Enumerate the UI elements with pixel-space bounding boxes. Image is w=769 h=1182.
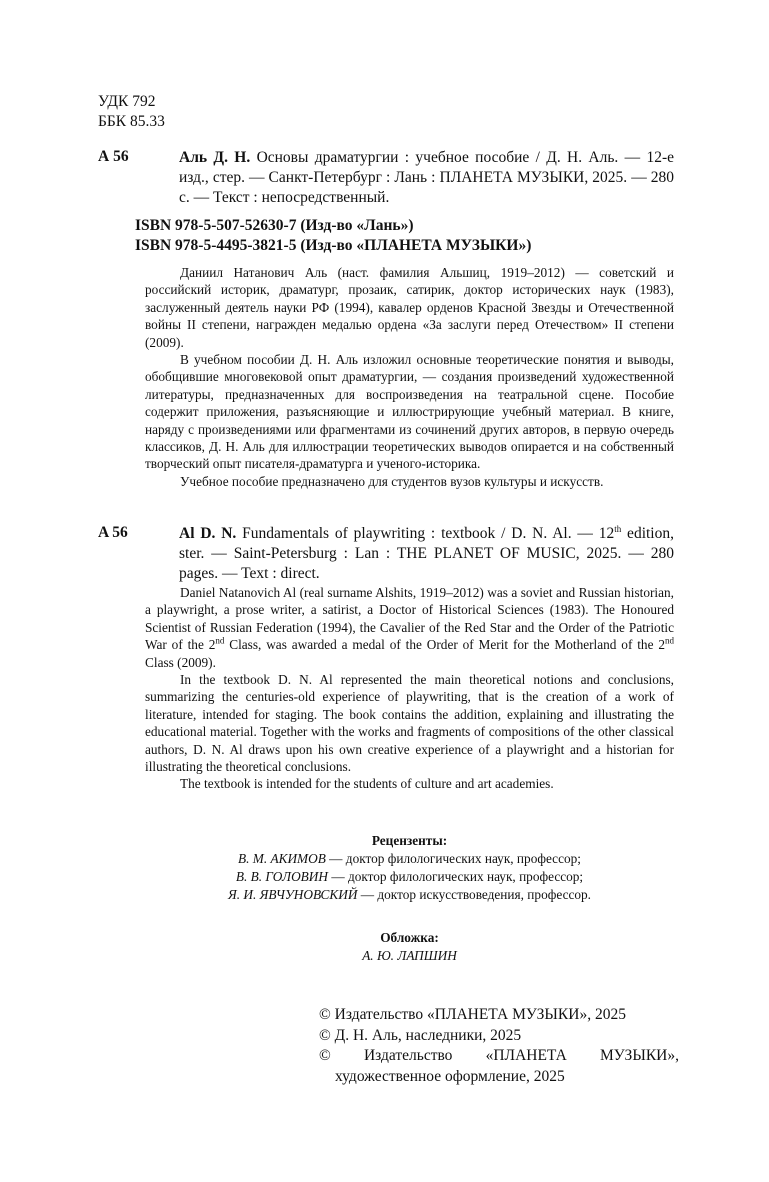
bbk-code: ББК 85.33 xyxy=(98,113,165,130)
reviewers-title: Рецензенты: xyxy=(371,833,448,848)
abstract-en-p2: In the textbook D. N. Al represented the main theoretical notions and conclusions, summarizing the centuries-old experience of playwriting, that is the creation of a work of literature, intended for staging. The book contains the addition, explaining and illustrating the educational material. Together with the works and fragments of compositions of the other classical authors, D. N. Al draws upon his own creative experience of a playwright and a historian for illustrating the theoretical conclusions. xyxy=(145,672,674,775)
abstract-en xyxy=(145,584,674,793)
entry-en-text-b: edition, ster. — Saint-Petersburg : Lan : THE PLANET OF MUSIC, 2025. — 280 pages. — Text : direct. xyxy=(179,525,674,582)
isbn-block xyxy=(135,216,531,256)
abstract-en-p1 xyxy=(145,584,674,671)
isbn-planet: ISBN 978-5-4495-3821-5 (Изд-во «ПЛАНЕТА МУЗЫКИ») xyxy=(135,237,532,254)
cover-block xyxy=(145,929,674,965)
abstract-ru xyxy=(145,264,674,490)
abstract-ru-p1: Даниил Натанович Аль (наст. фамилия Альшиц, 1919–2012) — советский и российский историк, драматург, прозаик, сатирик, доктор исторических наук (1983), заслуженный деятель науки РФ (1994), кавалер орденов Красной Звезды и Отечественной войны II степени, награжден медалью ордена «За заслуги перед Отечеством» II степени (2009). xyxy=(145,265,674,350)
cover-title: Обложка: xyxy=(380,930,439,945)
reviewer-2-role: — доктор филологических наук, профессор; xyxy=(328,869,584,884)
abstract-en-p1-sup2: nd xyxy=(665,635,674,646)
reviewer-3-role: — доктор искусствоведения, профессор. xyxy=(357,887,591,902)
reviewer-3 xyxy=(145,886,674,904)
entry-ru-code: А 56 xyxy=(98,148,129,165)
reviewer-1 xyxy=(145,850,674,868)
copyright-block xyxy=(319,1005,679,1087)
reviewer-2 xyxy=(145,868,674,886)
copyright-1: © Издательство «ПЛАНЕТА МУЗЫКИ», 2025 xyxy=(319,1006,626,1023)
abstract-ru-p2: В учебном пособии Д. Н. Аль изложил основные теоретические понятия и выводы, обобщившие многовековой опыт драматургии, — создания произведений художественной литературы, предназначенных для воспроизведения на театральной сцене. Пособие содержит приложения, разъясняющие и иллюстрирующие учебный материал. В книге, наряду с произведениями или фрагментами из сочинений других авторов, в первую очередь классиков, Д. Н. Аль для иллюстрации теоретических выводов опирается и на собственный творческий опыт писателя-драматурга и ученого-историка. xyxy=(145,352,674,472)
entry-en-author: Al D. N. xyxy=(179,525,237,542)
entry-ru-author: Аль Д. Н. xyxy=(179,149,251,166)
reviewer-2-name: В. В. ГОЛОВИН xyxy=(235,869,328,884)
abstract-ru-p3: Учебное пособие предназначено для студентов вузов культуры и искусств. xyxy=(180,473,604,489)
abstract-en-p3: The textbook is intended for the students of culture and art academies. xyxy=(180,776,554,792)
cover-artist: А. Ю. ЛАПШИН xyxy=(362,948,457,963)
abstract-en-p1-a: Daniel Natanovich Al (real surname Alshits, 1919–2012) was a soviet and Russian historian, a playwright, a prose writer, a satirist, a Doctor of Historical Sciences (1983). The Honoured Scientist of Russian Federation (1994), the Cavalier of the Red Star and the Order of the Patriotic War of the 2 xyxy=(145,585,674,653)
reviewer-1-name: В. М. АКИМОВ xyxy=(238,851,326,866)
reviewer-1-role: — доктор филологических наук, профессор; xyxy=(325,851,581,866)
abstract-en-p1-c: Class (2009). xyxy=(145,654,216,670)
copyright-2: © Д. Н. Аль, наследники, 2025 xyxy=(319,1026,522,1044)
classification-block xyxy=(98,92,165,132)
entry-en-text-a: Fundamentals of playwriting : textbook / D. N. Al. — 12 xyxy=(242,525,615,542)
reviewers-block xyxy=(145,832,674,904)
entry-en xyxy=(179,524,674,584)
entry-ru xyxy=(179,148,674,208)
abstract-en-p1-b: Class, was awarded a medal of the Order of Merit for the Motherland of the 2 xyxy=(224,637,665,653)
entry-en-code: A 56 xyxy=(98,524,128,541)
isbn-lan: ISBN 978-5-507-52630-7 (Изд-во «Лань») xyxy=(135,217,414,234)
abstract-en-p1-sup1: nd xyxy=(215,635,225,646)
entry-en-sup: th xyxy=(614,523,622,534)
copyright-3: © Издательство «ПЛАНЕТА МУЗЫКИ», художественное оформление, 2025 xyxy=(319,1047,679,1085)
udk-code: УДК 792 xyxy=(98,93,156,110)
entry-ru-text: Основы драматургии : учебное пособие / Д. Н. Аль. — 12-е изд., стер. — Санкт-Петербург : Лань : ПЛАНЕТА МУЗЫКИ, 2025. — 280 с. — Текст : непосредственный. xyxy=(179,149,675,206)
reviewer-3-name: Я. И. ЯВЧУНОВСКИЙ xyxy=(228,887,358,902)
